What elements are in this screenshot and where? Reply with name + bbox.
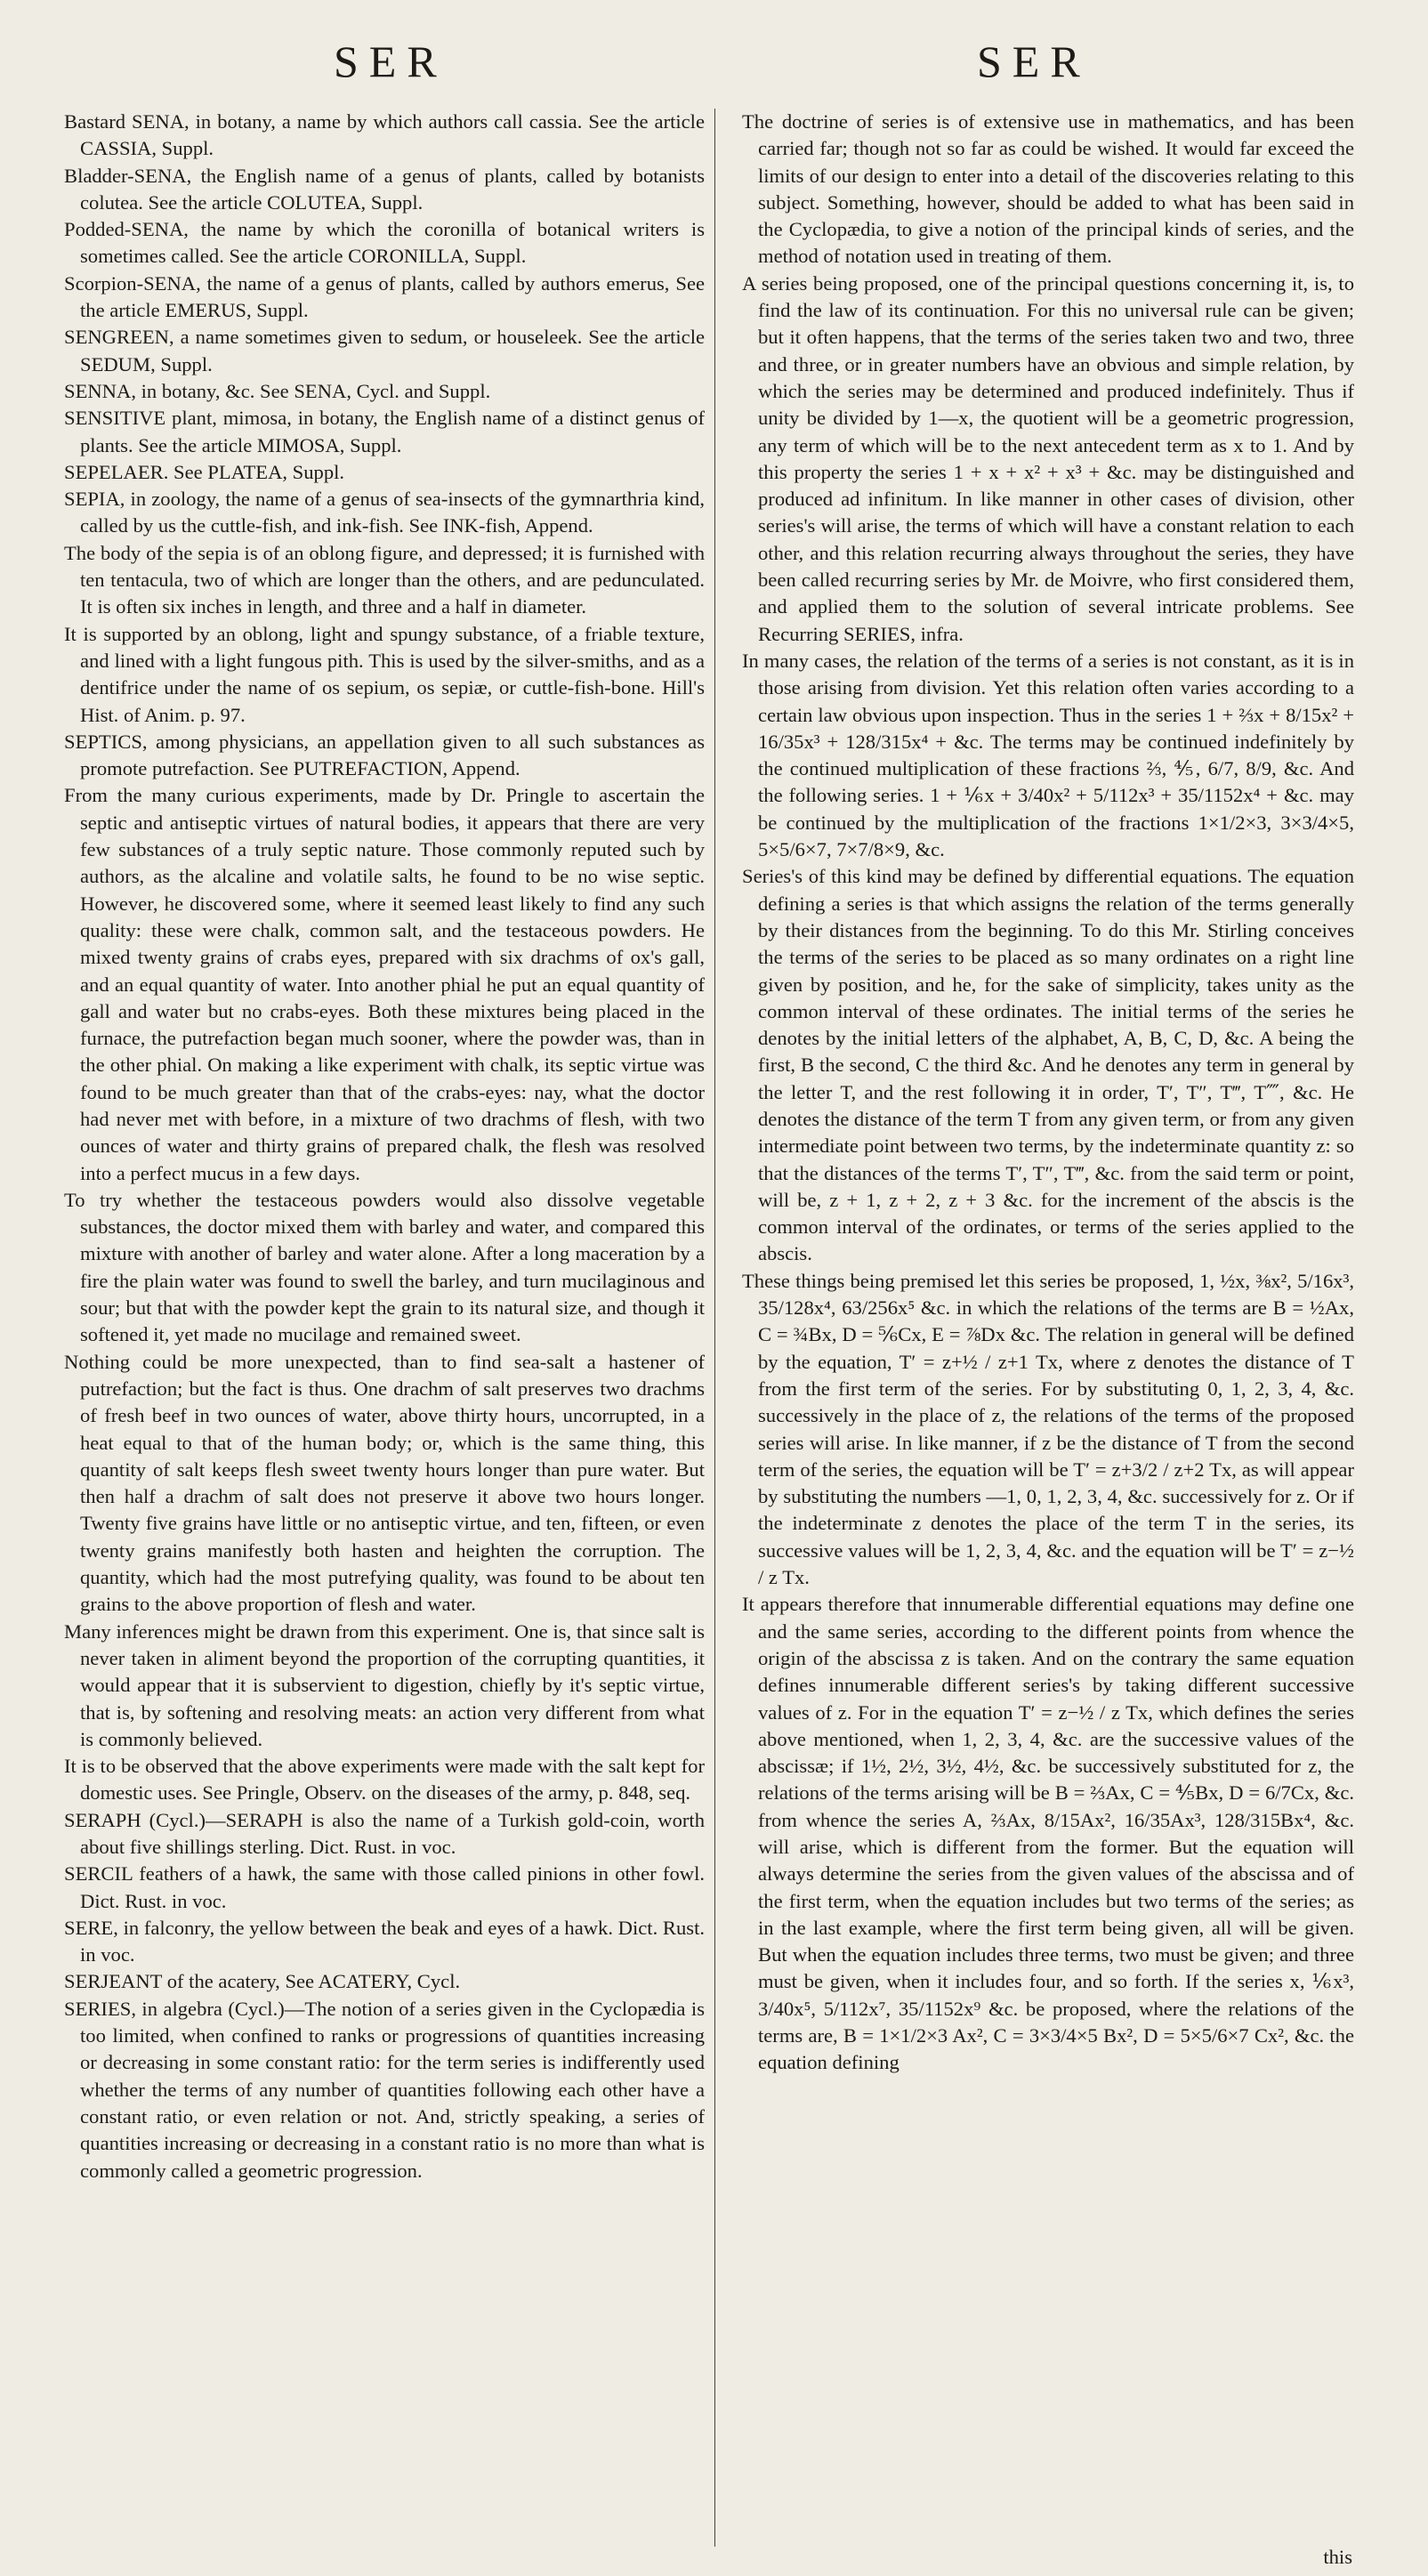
entry-sere: SERE, in falconry, the yellow between the beak and eyes of a hawk. Dict. Rust. in voc. xyxy=(64,1916,705,1966)
entry-sengreen: SENGREEN, a name sometimes given to sedum, or houseleek. See the article SEDUM, Suppl. xyxy=(64,326,705,375)
paragraph-pringle-experiments: From the many curious experiments, made by Dr. Pringle to ascertain the septic and antiseptic virtues of natural bodies, it appears that there are very few substances of a truly septic nature. Those commonly reputed such by authors, as the alcaline and volatile salts, he found to be no wise septic. However, he discovered some, where it seemed least likely to find any such quality: these were chalk, common salt, and the testaceous powders. He mixed twenty grains of crabs eyes, prepared with six drachms of ox's gall, and an equal quantity of water. Into another phial he put an equal quantity of gall and water but no crabs-eyes. Both these mixtures being placed in the furnace, the putrefaction began much sooner, where the powder was, than in the other phial. On making a like experiment with chalk, its septic virtue was found to be much greater than that of the crabs-eyes: nay, what the doctor had never met with before, in a mixture of two drachms of flesh, with two ounces of water and thirty grains of prepared chalk, the flesh was resolved into a perfect mucus in a few days. xyxy=(64,784,705,1184)
entry-septics: SEPTICS, among physicians, an appellation given to all such substances as promote putrefaction. See PUTREFACTION, Append. xyxy=(64,730,705,780)
entry-sepelaer: SEPELAER. See PLATEA, Suppl. xyxy=(64,460,345,483)
paragraph-law-of-continuation: A series being proposed, one of the principal questions concerning it, is, to find the law of its continuation. For this no universal rule can be given; but it often happens, that the terms of the series taken two and two, three and three, or in greater numbers have an obvious and simple relation, by which the series may be determined and produced indefinitely. Thus if unity be divided by 1—x, the quotient will be a geometric progression, any term of which will be to the next antecedent term as x to 1. And by this property the series 1 + x + x² + x³ + &c. may be distinguished and produced ad infinitum. In like manner in other cases of division, other series's will arise, the terms of which will have a constant relation to each other, and this relation recurring always throughout the series, they have been called recurring series by Mr. de Moivre, who first considered them, and applied them to the solution of several intricate problems. See Recurring SERIES, infra. xyxy=(742,271,1354,645)
paragraph-sepia-support: It is supported by an oblong, light and spungy substance, of a friable texture, and lined with a light fungous pith. This is used by the silver-smiths, and as a dentifrice under the name of os sepium, os sepiæ, or cuttle-fish-bone. Hill's Hist. of Anim. p. 97. xyxy=(64,622,705,726)
catchword: this xyxy=(1323,2546,1352,2568)
entry-serjeant: SERJEANT of the acatery, See ACATERY, Cycl. xyxy=(64,1970,461,1993)
entry-seraph: SERAPH (Cycl.)—SERAPH is also the name of a Turkish gold-coin, worth about five shillings sterling. Dict. Rust. in voc. xyxy=(64,1808,705,1858)
entry-sercil: SERCIL feathers of a hawk, the same with those called pinions in other fowl. Dict. Rust. in voc. xyxy=(64,1862,705,1912)
entry-scorpion-sena: Scorpion-SENA, the name of a genus of plants, called by authors emerus, See the article EMERUS, Suppl. xyxy=(64,271,705,322)
entry-sensitive: SENSITIVE plant, mimosa, in botany, the English name of a distinct genus of plants. See the article MIMOSA, Suppl. xyxy=(64,407,705,456)
paragraph-sea-salt: Nothing could be more unexpected, than to find sea-salt a hastener of putrefaction; but the fact is thus. One drachm of salt preserves two drachms of fresh beef in two ounces of water, above thirty hours, uncorrupted, in a heat equal to that of the human body; or, which is the same thing, this quantity of salt keeps flesh sweet twenty hours longer than pure water. But then half a drachm of salt does not preserve it above two hours longer. Twenty five grains have little or no antiseptic virtue, and ten, fifteen, or even twenty grains manifestly both hasten and heighten the corruption. The quantity, which had the most putrefying quality, was found to be about ten grains to the above proportion of flesh and water. xyxy=(64,1350,705,1616)
right-column xyxy=(742,109,1354,2549)
paragraph-inferences: Many inferences might be drawn from this experiment. One is, that since salt is never taken in aliment beyond the proportion of the corrupting quantities, it would appear that it is subservient to digestion, chiefly by it's septic virtue, that is, by softening and resolving meats: an action very different from what is commonly believed. xyxy=(64,1619,705,1750)
entry-bastard-sena: Bastard SENA, in botany, a name by which authors call cassia. See the article CASSIA, Suppl. xyxy=(64,110,705,160)
paragraph-observed: It is to be observed that the above experiments were made with the salt kept for domestic uses. See Pringle, Observ. on the diseases of the army, p. 848, seq. xyxy=(64,1755,705,1805)
running-head-left: SER xyxy=(334,36,448,86)
paragraph-relation-not-constant: In many cases, the relation of the terms of a series is not constant, as it is in those arising from division. Yet this relation often varies according to a certain law obvious upon inspection. Thus in the series 1 + ⅔x + 8/15x² + 16/35x³ + 128/315x⁴ + &c. The terms may be continued indefinitely by the continued multiplication of these fractions ⅔, ⅘, 6/7, 8/9, &c. And the following series. 1 + ⅙x + 3/40x² + 5/112x³ + 35/1152x⁴ + &c. may be continued by the multiplication of the fractions 1×1/2×3, 3×3/4×5, 5×5/6×7, 7×7/8×9, &c. xyxy=(742,649,1354,861)
paragraph-testaceous-powders: To try whether the testaceous powders would also dissolve vegetable substances, the doctor mixed them with barley and water, and compared this mixture with another of barley and water alone. After a long maceration by a fire the plain water was found to swell the barley, and turn mucilaginous and sour; but that with the powder kept the grain to its natural size, and though it softened it, yet made no mucilage and remained sweet. xyxy=(64,1188,705,1346)
paragraph-series-proposed: These things being premised let this series be proposed, 1, ½x, ⅜x², 5/16x³, 35/128x⁴, 63/256x⁵ &c. in which the relations of the terms are B = ½Ax, C = ¾Bx, D = ⅚Cx, E = ⅞Dx &c. The relation in general will be defined by the equation, T′ = z+½ / z+1 Tx, where z denotes the distance of T from the first term of the series. For by substituting 0, 1, 2, 3, 4, &c. successively in the place of z, the relations of the terms of the proposed series will arise. In like manner, if z be the distance of T from the second term of the series, the equation will be T′ = z+3/2 / z+2 Tx, as will appear by substituting the numbers —1, 0, 1, 2, 3, 4, &c. successively for z. Or if the indeterminate z denotes the place of the term T in the series, its successive values will be 1, 2, 3, 4, &c. and the equation will be T′ = z−½ / z Tx. xyxy=(742,1269,1354,1589)
paragraph-innumerable-equations: It appears therefore that innumerable differential equations may define one and the same series, according to the different points from whence the origin of the abscissa z is taken. And on the contrary the same equation defines innumerable different series's by taking different successive values of z. For in the equation T′ = z−½ / z Tx, which defines the series above mentioned, when 1, 2, 3, 4, &c. are the successive values of the abscissæ; if 1½, 2½, 3½, 4½, &c. be successively substituted for z, the relations of the terms arising will be B = ⅔Ax, C = ⅘Bx, D = 6/7Cx, &c. from whence the series A, ⅔Ax, 8/15Ax², 16/35Ax³, 128/315Bx⁴, &c. will arise, which is different from the former. But the equation will always determine the series from the given values of the abscissa and of the first term, when the equation includes but two terms of the series; as in the last example, where the first term being given, all will be given. But when the equation includes three terms, two must be given; and three must be given, when it includes four, and so forth. If the series x, ⅙x³, 3/40x⁵, 5/112x⁷, 35/1152x⁹ &c. be proposed, where the relations of the terms are, B = 1×1/2×3 Ax², C = 3×3/4×5 Bx², D = 5×5/6×7 Cx², &c. the equation defining xyxy=(742,1593,1354,2074)
paragraph-doctrine-of-series: The doctrine of series is of extensive use in mathematics, and has been carried far; though not so far as could be wished. It would far exceed the limits of our design to enter into a detail of the discoveries relating to this subject. Something, however, should be added to what has been said in the Cyclopædia, to give a notion of the principal kinds of series, and the method of notation used in treating of them. xyxy=(742,110,1354,268)
entry-senna: SENNA, in botany, &c. See SENA, Cycl. and Suppl. xyxy=(64,379,491,402)
paragraph-differential-equations: Series's of this kind may be defined by differential equations. The equation defining a series is that which assigns the relation of the terms generally by their distances from the beginning. To do this Mr. Stirling conceives the terms of the series to be placed as so many ordinates on a right line given by position, and he, for the sake of simplicity, takes unity as the common interval of these ordinates. The initial terms of the series he denotes by the initial letters of the alphabet, A, B, C, D, &c. A being the first, B the second, C the third &c. And he denotes any term in general by the letter T, and the rest following it in order, T′, T″, T‴, T⁗, &c. He denotes the distance of the term T from any given term, or from any given intermediate point between two terms, by the indeterminate quantity z: so that the distances of the terms T′, T″, T‴, &c. from the said term or point, will be, z + 1, z + 2, z + 3 &c. for the increment of the abscis is the common interval of the ordinates, or terms of the series applied to the abscis. xyxy=(742,865,1354,1265)
paragraph-sepia-body: The body of the sepia is of an oblong figure, and depressed; it is furnished with ten tentacula, two of which are longer than the others, and are pedunculated. It is often six inches in length, and three and a half in diameter. xyxy=(64,541,705,618)
entry-sepia: SEPIA, in zoology, the name of a genus of sea-insects of the gymnarthria kind, called by us the cuttle-fish, and ink-fish. See INK-fish, Append. xyxy=(64,488,705,537)
left-column xyxy=(64,109,705,2549)
entry-podded-sena: Podded-SENA, the name by which the coronilla of botanical writers is sometimes called. See the article CORONILLA, Suppl. xyxy=(64,218,705,268)
running-head-right: SER xyxy=(977,36,1091,86)
entry-series: SERIES, in algebra (Cycl.)—The notion of a series given in the Cyclopædia is too limited, when confined to ranks or progressions of quantities increasing or decreasing in some constant ratio: for the term series is indifferently used whether the terms of any number of quantities following each other have a constant ratio, or even relation or not. And, strictly speaking, a series of quantities increasing or decreasing in a constant ratio is no more than what is commonly called a geometric progression. xyxy=(64,1997,705,2182)
entry-bladder-sena: Bladder-SENA, the English name of a genus of plants, called by botanists colutea. See the article COLUTEA, Suppl. xyxy=(64,164,705,214)
column-divider xyxy=(714,109,715,2547)
